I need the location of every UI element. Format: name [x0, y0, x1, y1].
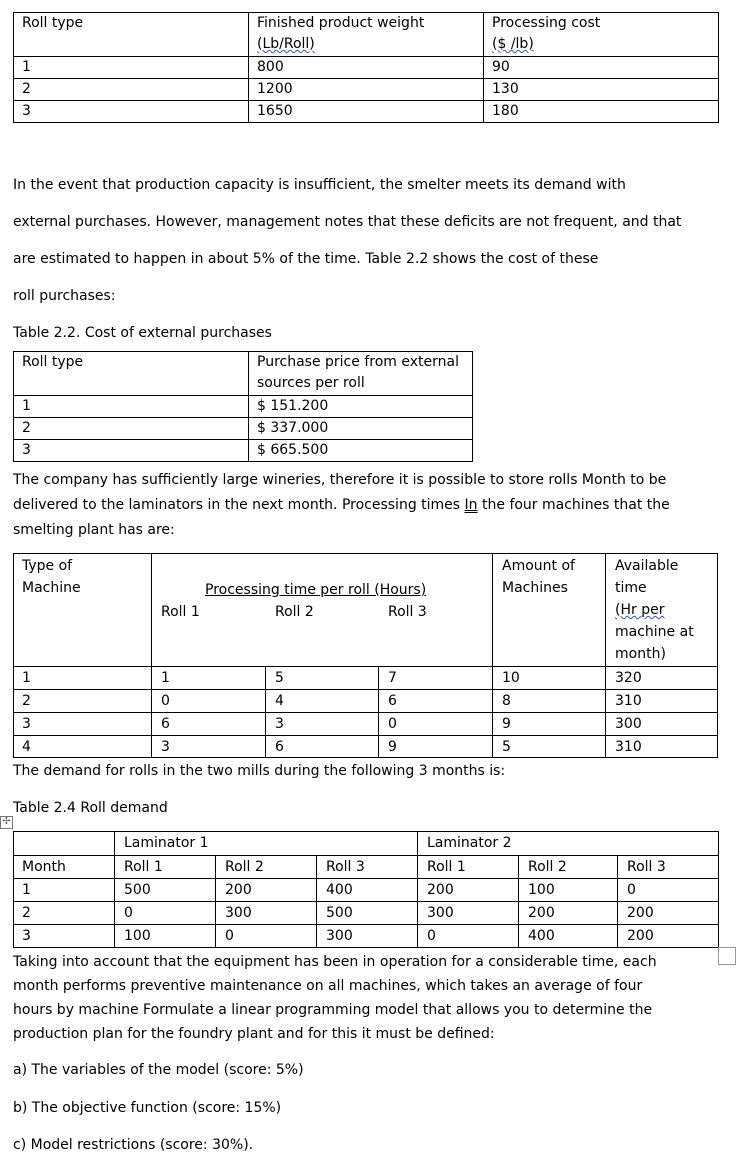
- header-laminator-1: Laminator 1: [124, 835, 209, 851]
- table-roll-weight-cost: [13, 12, 719, 123]
- table-row: 1 800 90: [14, 57, 719, 79]
- table-row: 2 $ 337.000: [14, 418, 473, 440]
- table24-title: Table 2.4 Roll demand: [13, 800, 168, 816]
- header-roll-2: Roll 2: [275, 604, 314, 620]
- table-row: 2 0 4 6 8 310: [22, 693, 642, 709]
- paragraph-maintenance: Taking into account that the equipment has been in operation for a considerable time, each month performs preventive maintenance on all machines, which takes an average of four hours by machine Formulate a linear programming model that allows you to determine the production plan for the foundry plant and for this it must be defined:: [13, 954, 657, 1042]
- header-laminator-2: Laminator 2: [427, 835, 512, 851]
- paragraph-storage: The company has sufficiently large wineries, therefore it is possible to store rolls Month to be delivered to the laminators in the next month. Processing times In the four machines that the smelting plant has are:: [13, 472, 670, 538]
- header-purchase-price: Purchase price from external sources per roll: [249, 352, 473, 396]
- table-move-handle-icon[interactable]: ✢: [0, 816, 13, 829]
- table-row: 3 100 0 300 0 400 200: [22, 928, 654, 944]
- table22-title: Table 2.2. Cost of external purchases: [13, 325, 272, 341]
- header-processing-time: Processing time per roll (Hours): [205, 582, 427, 598]
- table-row: 3 6 3 0 9 300: [22, 716, 642, 732]
- header-roll-3: Roll 3: [388, 604, 427, 620]
- question-c: c) Model restrictions (score: 30%).: [13, 1137, 254, 1153]
- header-processing-cost: Processing cost ($ /lb): [484, 13, 719, 57]
- question-b: b) The objective function (score: 15%): [13, 1100, 282, 1116]
- header-weight: Finished product weight (Lb/Roll): [249, 13, 484, 57]
- table-row: 1 500 200 400 200 100 0: [22, 882, 636, 898]
- table-row: 2 1200 130: [14, 79, 719, 101]
- header-available-time: Available time (Hr per machine at month): [615, 558, 694, 662]
- table-row: 3 $ 665.500: [14, 440, 473, 462]
- question-a: a) The variables of the model (score: 5%): [13, 1062, 304, 1078]
- table-processing-times: [13, 553, 718, 758]
- table-row: 1 $ 151.200: [14, 396, 473, 418]
- header-amount-machines: Amount of Machines: [502, 558, 575, 596]
- table-roll-demand: [13, 831, 719, 948]
- table-row: 1 1 5 7 10 320: [22, 670, 642, 686]
- table-row: 3 1650 180: [14, 101, 719, 123]
- header-roll-type: Roll type: [14, 352, 249, 396]
- table-header-row: Month Roll 1 Roll 2 Roll 3 Roll 1 Roll 2 Roll 3: [22, 859, 666, 875]
- table-row: 2 0 300 500 300 200 200: [22, 905, 654, 921]
- header-roll-type: Roll type: [14, 13, 249, 57]
- header-roll-1: Roll 1: [161, 604, 200, 620]
- table-row: 4 3 6 9 5 310: [22, 739, 642, 755]
- paragraph-external-purchases: In the event that production capacity is insufficient, the smelter meets its demand with external purchases. However, management notes that these deficits are not frequent, and that are estimated to happen in about 5% of the time. Table 2.2 shows the cost of these roll purchases: Table 2.2. Cost of external purchases: [13, 167, 733, 352]
- table-external-purchases: [13, 351, 473, 462]
- paragraph-demand-intro: The demand for rolls in the two mills during the following 3 months is:: [13, 763, 506, 779]
- header-machine-type: Type of Machine: [22, 558, 81, 596]
